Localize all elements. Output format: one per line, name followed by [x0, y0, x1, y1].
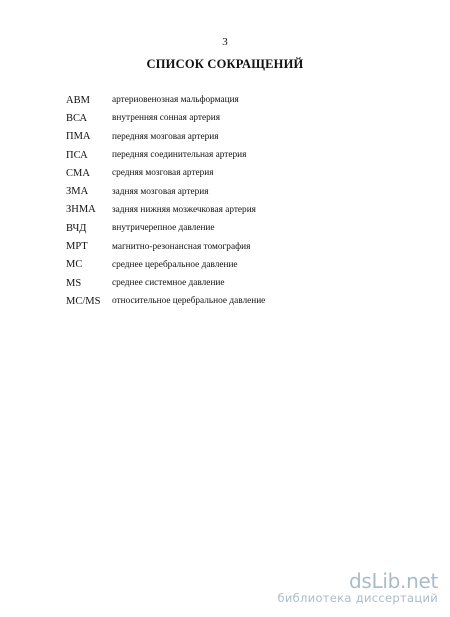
abbreviation-row [66, 219, 406, 237]
abbreviation-term: MS [66, 277, 82, 289]
page-title: СПИСОК СОКРАЩЕНИЙ [146, 57, 304, 71]
abbreviation-row [66, 146, 406, 164]
abbreviation-term: ПМА [66, 131, 91, 143]
abbreviation-term: ПСА [66, 149, 88, 161]
abbreviation-term: МС/MS [66, 295, 101, 307]
abbreviation-row [66, 91, 406, 109]
abbreviation-row [66, 274, 406, 292]
abbreviation-term: ВЧД [66, 222, 87, 234]
abbreviation-definition: средняя мозговая артерия [112, 168, 214, 179]
abbreviation-definition: задняя мозговая артерия [112, 186, 209, 197]
abbreviation-term: МС [66, 259, 83, 271]
abbreviation-row [66, 164, 406, 182]
abbreviation-definition: передняя соединительная артерия [112, 150, 247, 161]
abbreviation-term: АВМ [66, 94, 90, 106]
abbreviation-term: ЗМА [66, 186, 89, 198]
page-number: 3 [222, 36, 228, 48]
abbreviation-definition: артериовенозная мальформация [112, 95, 239, 106]
abbreviation-term: СМА [66, 167, 90, 179]
abbreviation-definition: среднее церебральное давление [112, 259, 238, 270]
abbreviation-definition: задняя нижняя мозжечковая артерия [112, 204, 256, 215]
watermark-logo: dsLib.net [349, 569, 438, 593]
abbreviation-row [66, 237, 406, 255]
abbreviation-definition: магнитно-резонансная томография [112, 241, 251, 252]
watermark [277, 571, 438, 606]
abbreviation-row [66, 128, 406, 146]
abbreviation-term: ВСА [66, 112, 88, 124]
abbreviation-definition: внутричерепное давление [112, 223, 215, 234]
abbreviation-definition: внутренняя сонная артерия [112, 113, 220, 124]
abbreviation-definition: относительное церебральное давление [112, 296, 266, 307]
abbreviation-definition: передняя мозговая артерия [112, 131, 219, 142]
abbreviation-list [66, 91, 406, 311]
abbreviation-term: МРТ [66, 241, 88, 253]
abbreviation-definition: среднее системное давление [112, 278, 225, 289]
abbreviation-term: ЗНМА [66, 204, 96, 216]
abbreviation-row [66, 182, 406, 200]
abbreviation-row [66, 201, 406, 219]
abbreviation-row [66, 109, 406, 127]
abbreviation-row [66, 292, 406, 310]
abbreviation-row [66, 256, 406, 274]
watermark-tagline: библиотека диссертаций [277, 591, 438, 605]
